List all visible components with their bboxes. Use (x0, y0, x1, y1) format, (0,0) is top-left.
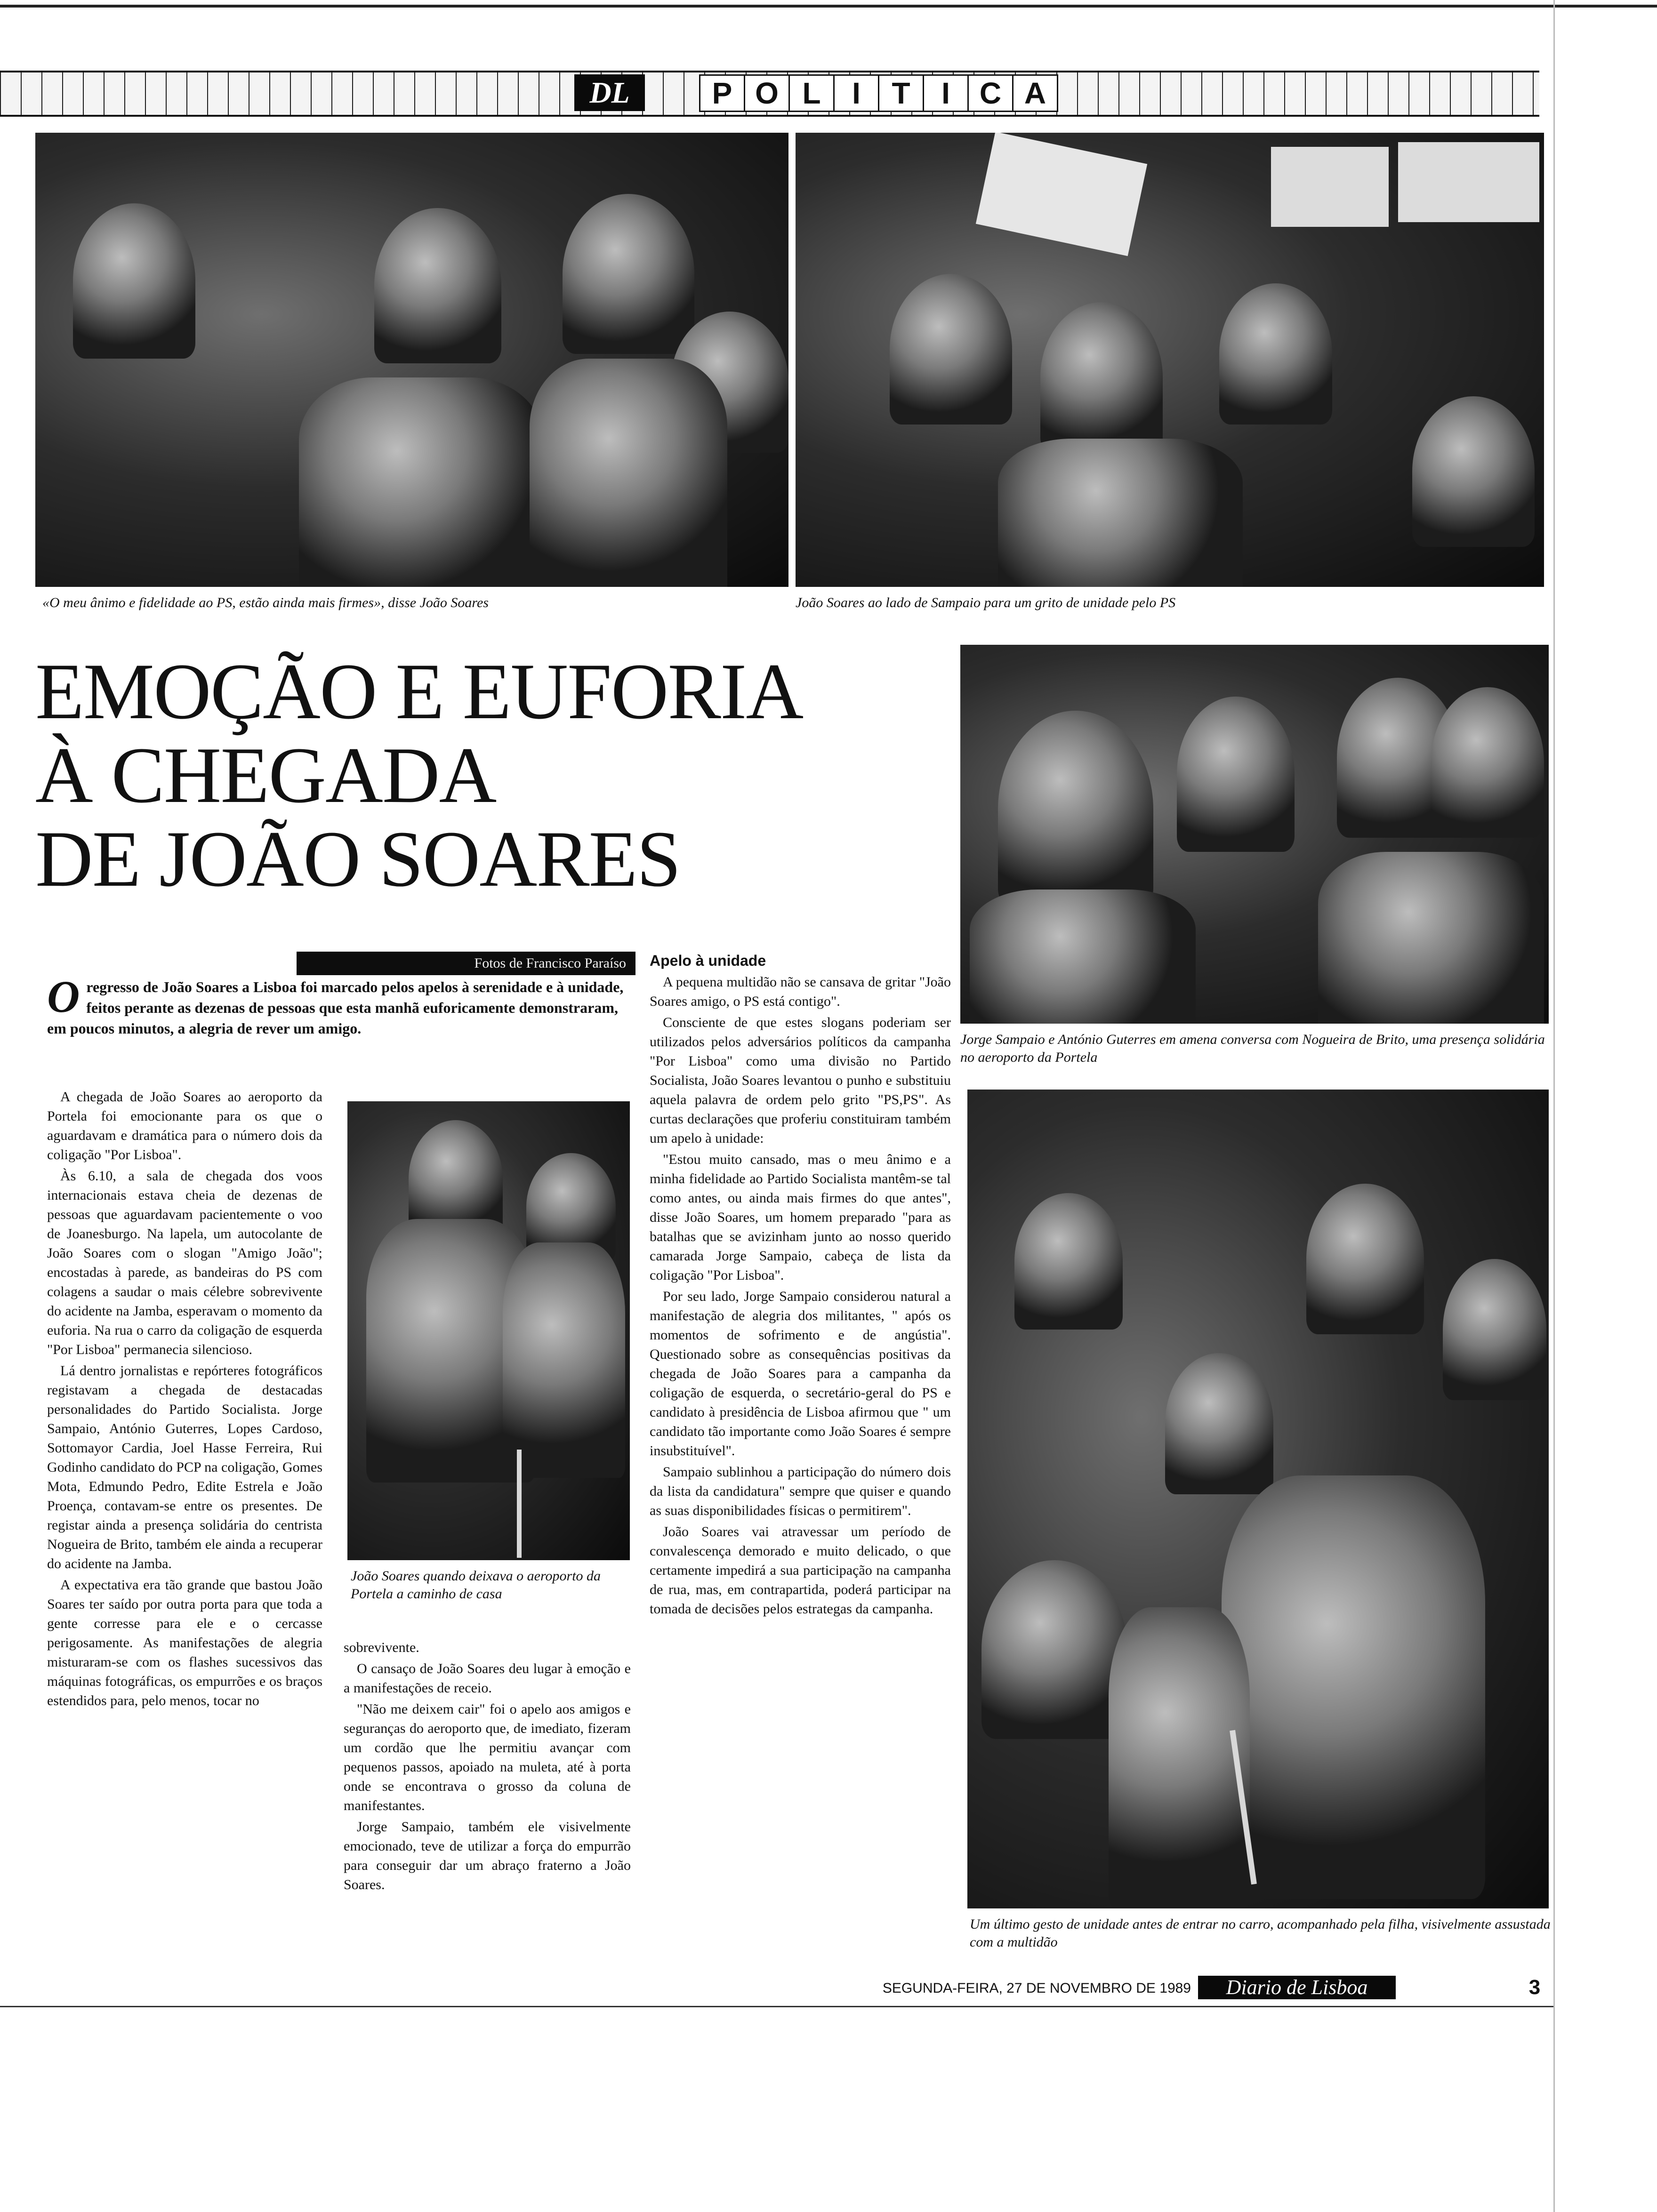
section-letter: O (744, 74, 790, 112)
paragraph: Sampaio sublinhou a participação do número dois da lista da candidatura" sempre que quiser e quando as suas disponibilidades físicas o permitirem". (650, 1464, 951, 1518)
paragraph: "Não me deixem cair" foi o apelo aos amigos e seguranças do aeroporto que, de imediato, fizeram um cordão que lhe permitiu avançar com pequenos passos, apoiado na muleta, até à porta onde se encontrava o grosso da coluna de manifestantes. (344, 1701, 631, 1813)
paragraph: "Estou muito cansado, mas o meu ânimo e a minha fidelidade ao Partido Socialista mantêm-se tal como antes, ou ainda mais firmes do que antes", disse João Soares, um homem preparado "para as batalhas que se avizinham junto ao nosso querido camarada Jorge Sampaio, cabeça de lista da coligação "Por Lisboa". (650, 1152, 951, 1283)
subheading: Apelo à unidade (650, 952, 766, 969)
section-letter: L (788, 74, 835, 112)
paragraph: A expectativa era tão grande que bastou João Soares ter saído por outra porta para que toda a gente corresse para ele e o cercasse perigosamente. As manifestações de alegria misturaram-se com os flashes sucessivos das máquinas fotográficas, os empurrões e os braços estendidos para, pelo menos, tocar no (47, 1577, 322, 1708)
photo-credit: Fotos de Francisco Paraíso (297, 952, 635, 975)
headline-line: DE JOÃO SOARES (35, 815, 680, 903)
paragraph: O cansaço de João Soares deu lugar à emoção e a manifestações de receio. (344, 1661, 631, 1696)
paragraph: Lá dentro jornalistas e repórteres fotográficos registavam a chegada de destacadas personalidades do Partido Socialista. Jorge Sampaio, António Guterres, Lopes Cardoso, Sottomayor Cardia, Joel Hasse Ferreira, Rui Godinho candidato do PCP na coligação, Gomes Mota, Edmundo Pedro, Edite Estrela e João Proença, contavam-se entre os presentes. De registar ainda a presença solidária do centrista Nogueira de Brito, também ele ainda a recuperar do acidente na Jamba. (47, 1363, 322, 1571)
paragraph: A pequena multidão não se cansava de gritar "João Soares amigo, o PS está contigo". (650, 974, 951, 1009)
masthead-logo: Diario de Lisboa (1198, 1976, 1396, 1999)
bottom-rule (0, 2006, 1553, 2007)
lead-text: regresso de João Soares a Lisboa foi marcado pelos apelos à serenidade e à unidade, feitos perante as dezenas de pessoas que esta manhã euforicamente demonstraram, em poucos minutos, a alegria de rever um amigo. (47, 978, 624, 1037)
photo-caption: João Soares quando deixava o aeroporto da Portela a caminho de casa (351, 1568, 601, 1602)
photo-center (347, 1101, 630, 1560)
photo-top-left (35, 133, 788, 587)
paragraph: sobrevivente. (344, 1640, 419, 1655)
page-edge (1553, 0, 1555, 2212)
paragraph: João Soares vai atravessar um período de convalescença demorado e muito delicado, o que certamente impedirá a sua participação na campanha de rua, mas, em contrapartida, poderá participar na tomada de decisões pelos estrategas da campanha. (650, 1524, 951, 1617)
headline (35, 649, 920, 901)
section-letter: P (699, 74, 745, 112)
section-letter: A (1012, 74, 1058, 112)
article-column (344, 1638, 631, 1896)
page-number: 3 (1528, 1976, 1541, 1999)
headline-line: EMOÇÃO E EUFORIA (35, 647, 803, 736)
section-letter: T (878, 74, 924, 112)
paragraph: Consciente de que estes slogans poderiam ser utilizados pelos adversários políticos da campanha "Por Lisboa" como uma divisão no Partido Socialista, João Soares levantou o punho e substituiu aquela palavra de ordem pelo grito "PS,PS". As curtas declarações que proferiu constituiram também um apelo à unidade: (650, 1015, 951, 1146)
dl-logo: DL (574, 74, 645, 111)
section-title (699, 74, 1057, 111)
article-column (47, 1087, 322, 1712)
photo-caption: Jorge Sampaio e António Guterres em amena conversa com Nogueira de Brito, uma presença solidária no aeroporto da Portela (960, 1032, 1545, 1065)
section-letter: I (923, 74, 969, 112)
photo-caption: «O meu ânimo e fidelidade ao PS, estão ainda mais firmes», disse João Soares (42, 595, 489, 610)
lead-paragraph (47, 971, 635, 1039)
top-rule (0, 5, 1657, 8)
article-column (650, 951, 951, 1620)
photo-caption: João Soares ao lado de Sampaio para um grito de unidade pelo PS (796, 595, 1176, 610)
date-line: SEGUNDA-FEIRA, 27 DE NOVEMBRO DE 1989 (882, 1980, 1191, 1996)
drop-cap: O (47, 971, 80, 1022)
headline-line: À CHEGADA (35, 731, 496, 819)
paragraph: Às 6.10, a sala de chegada dos voos internacionais estava cheia de dezenas de pessoas que aguardavam pacientemente o voo de Joanesburgo. Na lapela, um autocolante de João Soares com o slogan "Amigo João"; encostadas à parede, as bandeiras do PS com colagens a saudar o mais célebre sobrevivente do acidente na Jamba, esperavam o momento da euforia. Na rua o carro da coligação de esquerda "Por Lisboa" permanecia silencioso. (47, 1168, 322, 1357)
photo-bottom-right (967, 1090, 1549, 1908)
photo-mid-right (960, 645, 1549, 1024)
photo-top-right (796, 133, 1544, 587)
section-letter: C (967, 74, 1014, 112)
paragraph: A chegada de João Soares ao aeroporto da Portela foi emocionante para os que o aguardavam e dramática para o número dois da coligação "Por Lisboa". (47, 1089, 322, 1162)
paragraph: Jorge Sampaio, também ele visivelmente emocionado, teve de utilizar a força do empurrão para conseguir dar um abraço fraterno a João Soares. (344, 1819, 631, 1892)
section-letter: I (833, 74, 879, 112)
paragraph: Por seu lado, Jorge Sampaio considerou natural a manifestação de alegria dos militantes, " após os momentos de sofrimento e de angústia". Questionado sobre as consequências positivas da chegada de João Soares para a campanha da coligação de esquerda, o secretário-geral do PS e candidato à presidência de Lisboa afirmou que " um candidato tão importante como João Soares é sempre insubstituível". (650, 1289, 951, 1459)
photo-caption: Um último gesto de unidade antes de entrar no carro, acompanhado pela filha, visivelmente assustada com a multidão (970, 1916, 1551, 1950)
